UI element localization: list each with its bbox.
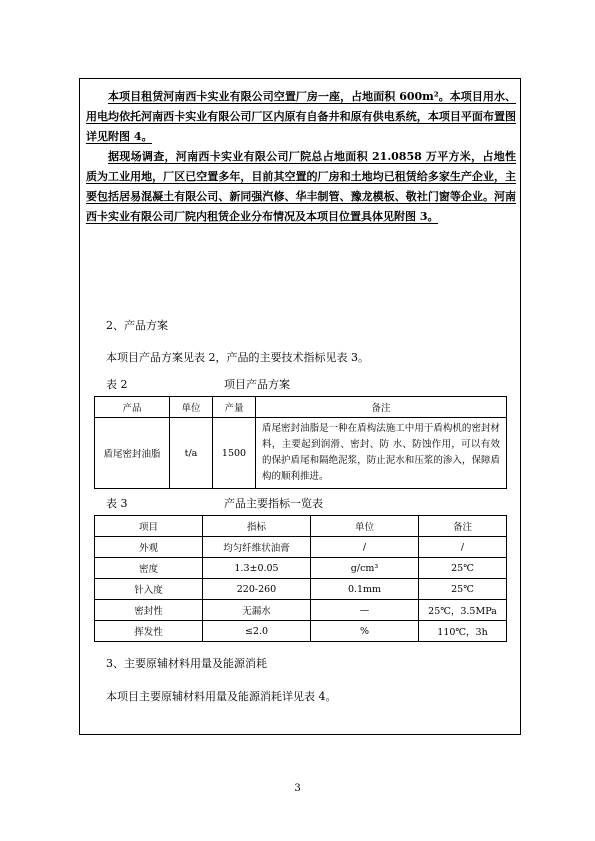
section2-heading: 2、产品方案 — [106, 319, 168, 332]
table3-cell: 外观 — [95, 537, 203, 558]
table2-cell-unit: t/a — [170, 418, 213, 489]
table3-header-item: 项目 — [95, 516, 203, 537]
table3-cell: 密封性 — [95, 600, 203, 621]
intro-text — [86, 87, 516, 227]
table3-cell: % — [311, 621, 419, 642]
table3-header-index: 指标 — [203, 516, 311, 537]
section3-heading: 3、主要原辅材料用量及能源消耗 — [106, 657, 267, 670]
table3-cell: g/cm³ — [311, 558, 419, 579]
table3-cell: 1.3±0.05 — [203, 558, 311, 579]
table3-header-unit: 单位 — [311, 516, 419, 537]
section2-text: 本项目产品方案见表 2，产品的主要技术指标见表 3。 — [106, 351, 369, 364]
table3 — [94, 515, 507, 642]
table3-header-row — [95, 516, 507, 537]
table2-title: 项目产品方案 — [224, 378, 290, 391]
table3-cell: 均匀纤维状油膏 — [203, 537, 311, 558]
table3-label: 表 3 — [106, 497, 128, 510]
table2-cell-remark: 盾尾密封油脂是一种在盾构法施工中用于盾构机的密封材料，主要起到润滑、密封、防 水、防蚀作用，可以有效的保护盾尾和隔绝泥浆，防止泥水和压浆的渗入，保障盾构的顺利推进。 — [256, 418, 507, 489]
content-frame — [79, 78, 521, 735]
table2-cell-output: 1500 — [213, 418, 256, 489]
table3-cell: 25℃ — [419, 558, 507, 579]
table-row — [95, 600, 507, 621]
table3-cell: 220-260 — [203, 579, 311, 600]
table2-header-row — [95, 397, 507, 418]
table-row — [95, 579, 507, 600]
table2-header-remark: 备注 — [256, 397, 507, 418]
table2-cell-product: 盾尾密封油脂 — [95, 418, 170, 489]
table2 — [94, 396, 507, 489]
table3-header-remark: 备注 — [419, 516, 507, 537]
table3-cell: 密度 — [95, 558, 203, 579]
table3-title: 产品主要指标一览表 — [224, 497, 323, 510]
table3-cell: / — [419, 537, 507, 558]
table2-label: 表 2 — [106, 378, 128, 391]
table2-header-unit: 单位 — [170, 397, 213, 418]
table3-cell: 25℃，3.5MPa — [419, 600, 507, 621]
table3-cell: — — [311, 600, 419, 621]
table3-cell: / — [311, 537, 419, 558]
page-number: 3 — [294, 783, 301, 794]
table-row — [95, 558, 507, 579]
table3-cell: ≤2.0 — [203, 621, 311, 642]
section3-text: 本项目主要原辅材料用量及能源消耗详见表 4。 — [106, 690, 337, 703]
intro-paragraph-1: 本项目租赁河南西卡实业有限公司空置厂房一座，占地面积 600m²。本项目用水、用电均依托河南西卡实业有限公司厂区内原有自备井和原有供电系统，本项目平面布置图详见附图 4。 — [86, 90, 516, 143]
table2-header-product: 产品 — [95, 397, 170, 418]
table3-cell: 110℃，3h — [419, 621, 507, 642]
intro-paragraph-2: 据现场调查，河南西卡实业有限公司厂院总占地面积 21.0858 万平方米，占地性质为工业用地，厂区已空置多年，目前其空置的厂房和土地均已租赁给多家生产企业，主要包括居易混凝土有限公司、新同强汽修、华丰制管、豫龙模板、敬社门窗等企业。河南西卡实业有限公司厂院内租赁企业分布情况及本项目位置具体见附图 3。 — [86, 150, 516, 223]
table3-cell: 0.1mm — [311, 579, 419, 600]
table3-cell: 25℃ — [419, 579, 507, 600]
table-row — [95, 621, 507, 642]
table-row — [95, 418, 507, 489]
table3-cell: 针入度 — [95, 579, 203, 600]
table3-cell: 无漏水 — [203, 600, 311, 621]
table2-header-output: 产量 — [213, 397, 256, 418]
table3-cell: 挥发性 — [95, 621, 203, 642]
table-row — [95, 537, 507, 558]
